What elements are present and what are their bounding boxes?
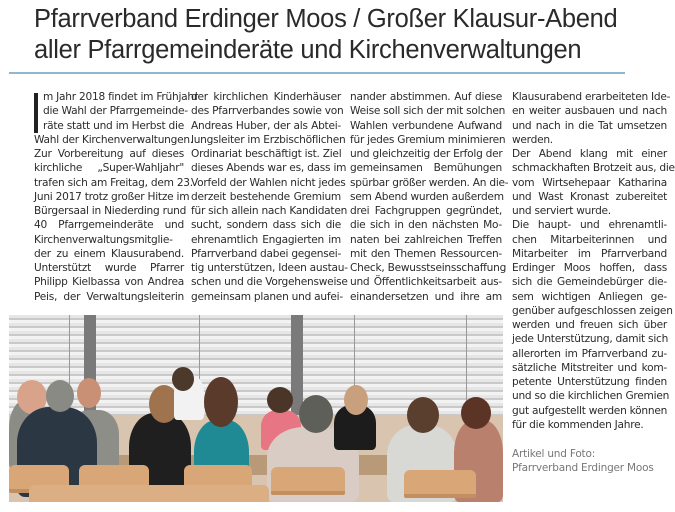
text-line: Mitarbeiter im Pfarrverband xyxy=(512,247,667,260)
text-line: sem wichtigen Anliegen ge- xyxy=(512,290,667,303)
text-line: kirchliche „Super-Wahljahr" xyxy=(34,162,184,175)
text-line: für sich allein nach Kandidaten xyxy=(191,205,348,217)
text-line: einandersetzen und ihre am xyxy=(350,290,502,303)
text-line: naten bei zahlreichen Treffen xyxy=(350,233,502,246)
text-line: Bürgersaal in Niederding rund xyxy=(34,205,187,217)
text-line: jede Unterstützung, damit sich xyxy=(512,333,669,346)
text-line: Andreas Huber, der als Abtei- xyxy=(191,119,341,132)
window-pillar xyxy=(84,315,96,425)
text-line: für jedes Gremium minimieren xyxy=(350,133,506,146)
text-line: Wahlen verbundene Aufwand xyxy=(350,119,502,132)
text-line: lungsleiter im Erzbischöflichen xyxy=(191,133,346,146)
text-line: Klausurabend erarbeiteten Ide- xyxy=(512,91,671,103)
title-divider xyxy=(9,72,625,74)
article-column-4 xyxy=(512,90,675,432)
text-line: tig unterstützen, Ideen austau- xyxy=(191,262,348,274)
text-line: schen und die Vorgehensweise xyxy=(191,276,348,289)
credit-line-2: Pfarrverband Erdinger Moos xyxy=(512,462,654,474)
text-line: Weise soll sich der mit solchen xyxy=(350,105,506,118)
article-column-2 xyxy=(191,90,348,304)
text-line: Vorfeld der Wahlen nicht jedes xyxy=(191,176,346,189)
person-head xyxy=(77,378,101,408)
text-line: chen Mitarbeiterinnen und xyxy=(512,233,667,246)
chair xyxy=(271,467,345,495)
text-line: Zur Vorbereitung auf dieses xyxy=(34,148,184,160)
text-line: gemeinsamen Bemühungen xyxy=(350,162,502,175)
text-line: spürbar größer werden. An die- xyxy=(350,176,509,189)
text-line: gut aufgestellt werden können xyxy=(512,404,668,417)
chair xyxy=(404,470,476,498)
text-line: werden und freuen sich über xyxy=(512,319,667,331)
title-line-1: Pfarrverband Erdinger Moos / Großer Klausur-Abend xyxy=(34,5,618,33)
text-line: Unterstützt wurde Pfarrer xyxy=(34,262,184,274)
person-head xyxy=(344,385,368,415)
text-line: gemeinsam planen und aufei- xyxy=(191,290,343,303)
text-line: und serviert wurde. xyxy=(512,205,611,217)
text-line: die sich in den nächsten Mo- xyxy=(350,219,502,232)
text-line: genüber aufgeschlossen zeigen xyxy=(512,304,673,317)
text-line: derzeit bestehende Gremium xyxy=(191,190,341,203)
text-line: Check, Bewusstseinsschaffung xyxy=(350,262,507,274)
text-line: und nach in die Tat umsetzen xyxy=(512,119,667,132)
text-line: Der Abend klang mit einer xyxy=(512,148,667,160)
text-line: die Wahl der Pfarrgemeinde- xyxy=(43,105,188,118)
person-head xyxy=(204,377,238,427)
text-line: m Jahr 2018 findet im Frühjahr xyxy=(43,91,198,103)
text-line: allerorten im Pfarrverband zu- xyxy=(512,347,667,360)
text-line: 40 Pfarrgemeinderäte und xyxy=(34,219,184,232)
photo-credit xyxy=(512,447,654,475)
article-column-1 xyxy=(34,90,198,304)
text-line: der kirchlichen Kinderhäuser xyxy=(191,91,341,103)
text-line: Erdinger Moos hoffen, dass xyxy=(512,262,667,274)
text-line: dieses Abends war es, dass im xyxy=(191,162,347,175)
text-line: vom Wirtsehepaar Katharina xyxy=(512,176,667,189)
text-line: Kirchenverwaltungsmitglie- xyxy=(34,233,173,246)
text-line: ehrenamtlich Engagierten im xyxy=(191,233,341,246)
text-line: räte statt und im Herbst die xyxy=(43,119,184,132)
chair-backrest xyxy=(29,485,269,502)
text-line: trafen sich am Freitag, dem 23. xyxy=(34,176,193,189)
text-line: sich die Gemeindebürger die- xyxy=(512,276,667,289)
text-line: und Wast Kronast zubereitet xyxy=(512,190,667,203)
text-line: sem Abend wurden außerdem xyxy=(350,190,504,203)
person-head xyxy=(407,397,439,433)
person-head xyxy=(172,367,194,391)
person-head xyxy=(46,380,74,412)
text-line: en weiter ausbauen und nach xyxy=(512,105,667,118)
text-line: drei Fachgruppen gegründet, xyxy=(350,205,502,217)
article-column-3 xyxy=(350,90,509,304)
text-line: Pfarrverband dabei gegensei- xyxy=(191,247,342,260)
text-line: werden. xyxy=(512,133,553,146)
text-line: Peis, der Verwaltungsleiterin xyxy=(34,290,184,303)
person-head xyxy=(267,387,293,413)
text-line: nander abstimmen. Auf diese xyxy=(350,91,502,103)
text-line: und so die kirchlichen Gremien xyxy=(512,390,670,403)
text-line: und Öffentlichkeitsarbeit aus- xyxy=(350,276,502,289)
text-line: für die kommenden Jahre. xyxy=(512,418,644,431)
person-head xyxy=(461,397,491,429)
text-line: sucht, sondern dass sich die xyxy=(191,219,341,232)
text-line: Wahl der Kirchenverwaltungen. xyxy=(34,133,193,146)
article-title xyxy=(34,4,654,66)
person-head xyxy=(299,395,333,433)
text-line: des Pfarrverbandes sowie von xyxy=(191,105,344,118)
article-photo xyxy=(9,315,503,502)
text-line: Philipp Kielbassa von Andrea xyxy=(34,276,184,289)
text-line: mit den Themen Ressourcen- xyxy=(350,247,502,260)
text-line: Ordinariat beschäftigt ist. Ziel xyxy=(191,148,342,160)
credit-line-1: Artikel und Foto: xyxy=(512,448,596,460)
text-line: Die haupt- und ehrenamtli- xyxy=(512,219,667,232)
text-line: sätzliche Mitstreiter und kom- xyxy=(512,361,667,374)
text-line: schmackhaften Brotzeit aus, die xyxy=(512,162,675,175)
text-line: Juni 2017 trotz großer Hitze im xyxy=(34,190,190,203)
title-line-2: aller Pfarrgemeinderäte und Kirchenverwaltungen xyxy=(34,36,582,64)
text-line: und gleichzeitig der Erfolg der xyxy=(350,148,503,160)
text-line: petente Unterstützung finden xyxy=(512,376,667,388)
text-line: der zu einem Klausurabend. xyxy=(34,247,184,260)
